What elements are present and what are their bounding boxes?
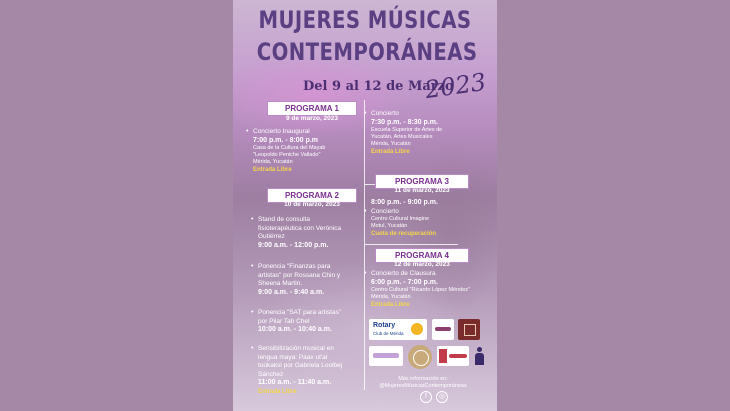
logo-mark [477, 347, 482, 352]
logo-mark [449, 354, 467, 358]
instagram-icon[interactable]: ◎ [436, 391, 448, 403]
event-location: Motul, Yucatán [371, 223, 408, 229]
event-text: por Pilar Tah Chel [258, 317, 310, 325]
program-4-header: PROGRAMA 4 [375, 248, 469, 263]
event-title: Concierto Inaugural [253, 128, 310, 135]
rotary-name: Rotary [373, 322, 396, 329]
poster-title-line1: MUJERES MÚSICAS [258, 6, 472, 34]
event-time: 9:00 a.m. - 12:00 p.m. [258, 241, 329, 249]
event-text: Ponencia "SAT para artistas" [258, 309, 342, 316]
program-2-event-4: • Sensibilización musical en lengua maya: Paax ut'al tuúkaksl por Gabriela Loolbej Sánchez 11:00 a.m. - 11:40 a.m. Entrada Libre [258, 345, 363, 396]
program-2-date: 10 de marzo, 2023 [284, 201, 340, 208]
event-location: Mérida, Yucatán [371, 141, 411, 147]
event-title: Concierto de Clausura [371, 270, 436, 277]
hotel-logo [458, 319, 480, 340]
event-text: fisioterapéutica con Verónica [258, 224, 342, 232]
rotary-logo [369, 319, 427, 340]
event-text: artistas" por Rossana Chin y [258, 271, 341, 279]
event-note: Entrada Libre [258, 388, 297, 395]
event-poster [233, 0, 497, 411]
program-4-date: 12 de marzo, 2023 [394, 261, 450, 268]
event-location: Mérida, Yucatán [253, 159, 293, 165]
program-1-header: PROGRAMA 1 [267, 101, 357, 116]
event-title: Concierto [371, 207, 399, 215]
program-1-event: • Concierto Inaugural 7:00 p.m. - 8:00 p.m Casa de la Cultura del Mayab "Leopoldo Peniche Vallado" Mérida, Yucatán Entrada Libre [253, 128, 363, 175]
event-venue: "Leopoldo Peniche Vallado" [253, 152, 321, 158]
event-note: Entrada Libre [253, 167, 292, 173]
program-2-event-2: • Ponencia "Finanzas para artistas" por Rossana Chin y Sheena Martin. 9:00 a.m. - 9:40 a.m. [258, 263, 363, 297]
date-range: Del 9 al 12 de Marzo [303, 79, 454, 94]
logo-mark [435, 327, 451, 331]
event-venue: Yucatán, Artes Musicales [371, 134, 433, 140]
facebook-icon[interactable]: f [420, 391, 432, 403]
program-3-header: PROGRAMA 3 [375, 174, 469, 189]
event-venue: Centro Cultural "Ricardo López Méndez" [371, 287, 470, 293]
logo-mark [373, 353, 399, 358]
logo-mark [464, 324, 476, 336]
event-text: Sensibilización musical en [258, 345, 334, 352]
logo-mark [413, 350, 429, 366]
event-venue: Casa de la Cultura del Mayab [253, 145, 326, 151]
event-text: tuúkaksl por Gabriela Loolbej [258, 362, 343, 369]
sponsor-figure-icon [474, 347, 484, 365]
event-title: Concierto [371, 110, 399, 117]
divider-line [364, 244, 458, 245]
event-note: Cuota de recuperación [371, 231, 437, 237]
event-venue: Escuela Superior de Artes de [371, 127, 443, 133]
logo-mark [439, 349, 447, 363]
concert-event: • Concierto 7:30 p.m. - 8:30 p.m. Escuela Superior de Artes de Yucatán, Artes Musicales Mérida, Yucatán Entrada Libre [371, 110, 491, 157]
program-4-event: • Concierto de Clausura 6:00 p.m. - 7:00 p.m. Centro Cultural "Ricardo López Méndez" Mérida, Yucatán Entrada Libre [371, 270, 493, 310]
event-time: 6:00 p.m. - 7:00 p.m. [371, 278, 438, 286]
sponsor-seal [408, 345, 432, 369]
event-location: Mérida, Yucatán [371, 294, 411, 300]
sponsor-logo [432, 319, 454, 340]
sponsor-logo-2 [369, 346, 403, 366]
more-info-label: Más información en: [398, 376, 448, 382]
event-venue: Centro Cultural Imagine [371, 216, 430, 222]
event-time: 11:00 a.m. - 11:40 a.m. [258, 379, 332, 386]
event-time: 7:00 p.m. - 8:00 p.m [253, 136, 318, 144]
event-text: Gutiérrez [258, 233, 285, 240]
rotary-wheel-icon [411, 323, 423, 335]
event-text: lengua maya: Paax ut'al [258, 353, 328, 361]
program-3-date: 11 de marzo, 2023 [394, 187, 450, 194]
event-time: 9:00 a.m. - 9:40 a.m. [258, 288, 325, 296]
event-time: 8:00 p.m. - 9:00 p.m. [371, 199, 438, 206]
rotary-club: Club de Mérida [373, 331, 404, 336]
program-3-event: 8:00 p.m. - 9:00 p.m. • Concierto Centro Cultural Imagine Motul, Yucatán Cuota de recuperación [371, 199, 491, 239]
event-time: 7:30 p.m. - 8:30 p.m. [371, 118, 438, 126]
event-text: Stand de consulta [258, 216, 311, 223]
event-note: Entrada Libre [371, 302, 410, 308]
poster-title-line2: CONTEMPORÁNEAS [256, 38, 478, 66]
event-text: Sánchez [258, 370, 284, 378]
program-1-date: 9 de marzo, 2023 [285, 115, 339, 122]
event-text: Sheena Martin. [258, 280, 303, 287]
timeline-divider [364, 100, 365, 390]
logo-mark [475, 353, 484, 365]
year: 2023 [423, 67, 488, 105]
program-2-header: PROGRAMA 2 [267, 188, 357, 203]
sponsor-logo-3 [437, 346, 469, 366]
event-note: Entrada Libre [371, 149, 410, 155]
event-text: Ponencia "Finanzas para [258, 263, 331, 270]
event-time: 10:00 a.m. - 10:40 a.m. [258, 326, 332, 333]
social-handle: @MujeresMúsicasContemporáneas [379, 383, 467, 389]
program-2-event-3: • Ponencia "SAT para artistas" por Pilar Tah Chel 10:00 a.m. - 10:40 a.m. [258, 309, 363, 335]
program-2-event-1: • Stand de consulta fisioterapéutica con Verónica Gutiérrez 9:00 a.m. - 12:00 p.m. [258, 216, 363, 250]
